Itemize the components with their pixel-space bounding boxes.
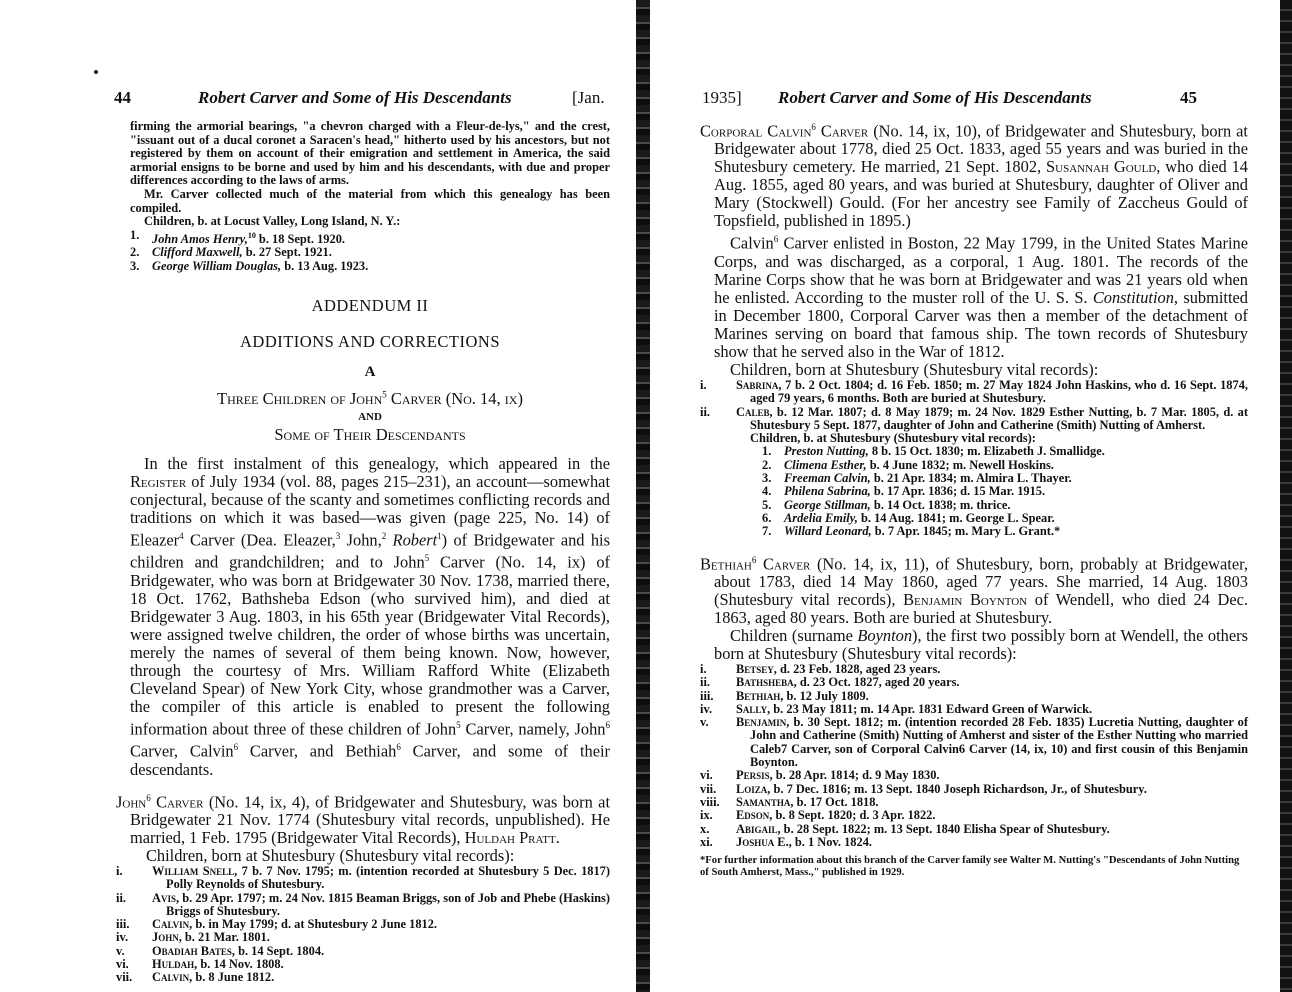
- calvin-enlistment: Calvin$^6$ Carver enlisted in Boston, 22 May 1799, in the United States Marine Corps, and was discharged, as a corporal, 1 Aug. 1801. The records of the Marine Corps show that he was born at Bridgewater and was 21 years old when he enlisted. According to the muster roll of the U. S. S. Constitution, submitted in December 1800, Corporal Carver was then a member of the detachment of Marines serving on board that famous ship. The town records of Shutesbury show that he served also in the War of 1812.: [714, 233, 1248, 361]
- list-item: 4. Philena Sabrina, b. 17 Apr. 1836; d. 15 Mar. 1915.: [762, 484, 1046, 499]
- list-item: 2. Climena Esther, b. 4 June 1832; m. Newell Hoskins.: [762, 457, 1054, 472]
- top-paragraph: firming the armorial bearings, "a chevron charged with a Fleur-de-lys," and the crest, "issuant out of a ducal coronet a Saracen's head," hitherto used by his ancestors, but not registered by them on account of their emigration and settlement in America, the said armorial ensigns to be borne and used by him and his descendants, with due and proper differences according to the laws of arms.: [130, 119, 610, 188]
- list-item: v. Obadiah Bates, b. 14 Sept. 1804.: [116, 943, 325, 958]
- left-running-date: [Jan.: [572, 88, 605, 107]
- list-item: xi. Joshua E., b. 1 Nov. 1824.: [700, 834, 872, 849]
- list-item: iii. Calvin, b. in May 1799; d. at Shutesbury 2 June 1812.: [116, 917, 437, 932]
- john-carver-entry: John$^6$ Carver (No. 14, ix, 4), of Bridgewater and Shutesbury, was born at Bridgewater 21 Nov. 1774 (Shutesbury vital records, unpublished). He married, 1 Feb. 1795 (Bridgewater Vital Records), Huldah Pratt.: [116, 792, 610, 847]
- list-item: ii. Bathsheba, d. 23 Oct. 1827, aged 20 years.: [700, 675, 960, 690]
- right-page: [650, 0, 1292, 992]
- list-item: vi. Huldah, b. 14 Nov. 1808.: [116, 957, 284, 972]
- caleb-children-intro: Children, b. at Shutesbury (Shutesbury vital records):: [750, 431, 1036, 446]
- list-item: 1. John Amos Henry,$^{10}$ b. 18 Sept. 1920.: [130, 227, 345, 246]
- additions-heading: ADDITIONS AND CORRECTIONS: [239, 331, 500, 351]
- list-item: 2. Clifford Maxwell, b. 27 Sept. 1921.: [130, 245, 332, 260]
- list-item: 5. George Stillman, b. 14 Oct. 1838; m. thrice.: [762, 497, 1011, 512]
- john-children-intro: Children, born at Shutesbury (Shutesbury vital records):: [146, 846, 515, 865]
- list-item: iv. John, b. 21 Mar. 1801.: [116, 930, 270, 945]
- list-item: i. Betsey, d. 23 Feb. 1828, aged 23 years.: [700, 661, 941, 676]
- bethiah-carver-entry: Bethiah$^6$ Carver (No. 14, ix, 11), of Shutesbury, born, probably at Bridgewater, about 1783, died 14 May 1860, aged 77 years. She married, 14 Aug. 1803 (Shutesbury vital records), Benjamin Boynton of Wendell, who died 24 Dec. 1863, aged 80 years. Both are buried at Shutesbury.: [700, 553, 1248, 627]
- calvin-children-list: [700, 379, 1248, 432]
- locust-children-intro: Children, b. at Locust Valley, Long Island, N. Y.:: [144, 214, 401, 229]
- bethiah-children-intro: Children (surname Boynton), the first two possibly born at Wendell, the others born at Shutesbury (Shutesbury vital records):: [714, 625, 1248, 663]
- list-item: 3. George William Douglas, b. 13 Aug. 1923.: [130, 259, 369, 274]
- left-body: [116, 119, 611, 985]
- calvin-carver-entry: Corporal Calvin$^6$ Carver (No. 14, ix, 10), of Bridgewater and Shutesbury, born at Bridgewater about 1778, died 25 Oct. 1833, aged 55 years and was buried in the Shutesbury cemetery. He married, 21 Sept. 1802, Susannah Gould, who died 14 Aug. 1855, aged 80 years, and was buried at Shutesbury, daughter of Oliver and Mary (Stockwell) Gould. (For her ancestry see Family of Zaccheus Gould of Topsfield, published in 1895.): [700, 121, 1248, 231]
- list-item: vi. Persis, b. 28 Apr. 1814; d. 9 May 1830.: [700, 768, 940, 783]
- page-edge-shadow: [1280, 0, 1292, 992]
- list-item: iii. Bethiah, b. 12 July 1809.: [700, 688, 869, 703]
- list-item: i. Sabrina, 7 b. 2 Oct. 1804; d. 16 Feb. 1850; m. 27 May 1824 John Haskins, who d. 16 Sept. 1874, aged 79 years, 6 months. Both are buried at Shutesbury.: [700, 377, 1248, 406]
- caleb-children-list: [700, 445, 1248, 538]
- bethiah-children-list: [700, 663, 1248, 849]
- list-item: ii. Avis, b. 29 Apr. 1797; m. 24 Nov. 1815 Beaman Briggs, son of Job and Phebe (Haskins) Briggs of Shutesbury.: [116, 890, 610, 918]
- left-running-title: Robert Carver and Some of His Descendants: [198, 88, 512, 107]
- scan-speck: [94, 70, 98, 74]
- right-running-date: 1935]: [702, 88, 742, 107]
- list-item: 7. Willard Leonard, b. 7 Apr. 1845; m. Mary L. Grant.*: [762, 524, 1061, 539]
- descendants-heading: Some of Their Descendants: [274, 424, 466, 444]
- locust-children-list: [130, 229, 610, 274]
- three-children-heading: Three Children of John$^5$ Carver (No. 14, ix): [217, 388, 523, 408]
- list-item: x. Abigail, b. 28 Sept. 1822; m. 13 Sept. 1840 Elisha Spear of Shutesbury.: [700, 821, 1110, 836]
- footnote: *For further information about this branch of the Carver family see Walter M. Nutting's "Descendants of John Nutting of South Amherst, Mass.," published in 1929.: [700, 855, 1240, 879]
- list-item: ii. Caleb, b. 12 Mar. 1807; d. 8 May 1879; m. 24 Nov. 1829 Esther Nutting, b. 7 Mar. 1805, d. at Shutesbury 5 Sept. 1877, daughter of John and Catherine (Smith) Nutting of Amherst.: [700, 404, 1248, 432]
- list-item: 3. Freeman Calvin, b. 21 Apr. 1834; m. Almira L. Thayer.: [762, 471, 1072, 486]
- right-page-number: 45: [1180, 88, 1197, 107]
- right-body: [700, 118, 1248, 879]
- section-letter: A: [364, 363, 376, 380]
- intro-paragraph: In the first instalment of this genealogy, which appeared in the Register of July 1934 (vol. 88, pages 215–231), an account—somewhat conjectural, because of the scanty and sometimes conflicting records and traditions on which it was based—was given (page 225, No. 14) of Eleazer$^4$ Carver (Dea. Eleazer,$^3$ John,$^2$ Robert$^1$) of Bridgewater and his children and grandchildren; and to John$^5$ Carver (No. 14, ix) of Bridgewater, who was born at Bridgewater 30 Nov. 1738, married there, 18 Oct. 1762, Bathsheba Edson (who survived him), and died at Bridgewater 3 Aug. 1803, in his 65th year (Bridgewater Vital Records), were assigned twelve children, the order of whose births was uncertain, merely the names of several of them being known. Now, however, through the courtesy of Mrs. William Rafford White (Elizabeth Cleveland Spear) of New York City, whose grandmother was a Carver, the compiler of this article is enabled to present the following information about three of these children of John$^5$ Carver, namely, John$^6$ Carver, Calvin$^6$ Carver, and Bethiah$^6$ Carver, and some of their descendants.: [130, 453, 611, 779]
- list-item: 1. Preston Nutting, 8 b. 15 Oct. 1830; m. Elizabeth J. Smallidge.: [762, 444, 1105, 459]
- john-children-list: [116, 865, 610, 985]
- and-heading: AND: [358, 410, 382, 423]
- list-item: 6. Ardelia Emily, b. 14 Aug. 1841; m. George L. Spear.: [762, 510, 1055, 525]
- calvin-children-intro: Children, born at Shutesbury (Shutesbury vital records):: [730, 359, 1099, 379]
- list-item: v. Benjamin, b. 30 Sept. 1812; m. (intention recorded 28 Feb. 1835) Lucretia Nutting, daughter of John and Catherine (Smith) Nutting of Amherst and sister of the Esther Nutting who married Caleb7 Carver, son of Corporal Calvin6 Carver (14, ix, 10) and first cousin of this Benjamin Boynton.: [700, 715, 1248, 770]
- list-item: i. William Snell, 7 b. 7 Nov. 1795; m. (intention recorded at Shutesbury 5 Dec. 1817) Polly Reynolds of Shutesbury.: [116, 864, 610, 892]
- list-item: iv. Sally, b. 23 May 1811; m. 14 Apr. 1831 Edward Green of Warwick.: [700, 701, 1093, 716]
- addendum-heading: ADDENDUM II: [311, 295, 429, 315]
- list-item: vii. Calvin, b. 8 June 1812.: [116, 970, 275, 985]
- left-page: [0, 0, 640, 992]
- list-item: viii. Samantha, b. 17 Oct. 1818.: [700, 794, 879, 809]
- list-item: vii. Loiza, b. 7 Dec. 1816; m. 13 Sept. 1840 Joseph Richardson, Jr., of Shutesbury.: [700, 781, 1147, 796]
- right-running-title: Robert Carver and Some of His Descendants: [778, 88, 1092, 107]
- collected-note: Mr. Carver collected much of the material from which this genealogy has been compiled.: [130, 186, 610, 215]
- list-item: ix. Edson, b. 8 Sept. 1820; d. 3 Apr. 1822.: [700, 808, 936, 823]
- left-page-number: 44: [114, 88, 131, 107]
